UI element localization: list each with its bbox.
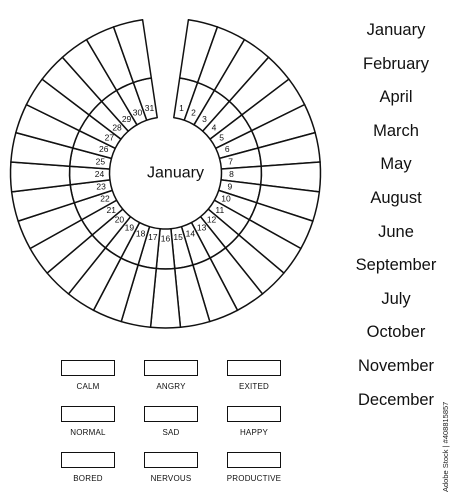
day-number: 17: [148, 232, 158, 243]
day-number: 23: [96, 181, 106, 192]
day-number: 9: [227, 181, 233, 192]
day-number: 22: [100, 193, 110, 204]
mood-color-box[interactable]: [227, 360, 281, 376]
mood-label: CALM: [76, 382, 100, 391]
mood-label: NORMAL: [70, 428, 106, 437]
month-item: April: [379, 88, 413, 107]
month-item: January: [366, 21, 426, 39]
day-number: 12: [206, 214, 217, 225]
day-number: 25: [95, 156, 106, 167]
day-number: 3: [202, 113, 207, 124]
day-number: 8: [229, 168, 234, 179]
day-number: 1: [179, 103, 184, 114]
mood-color-box[interactable]: [227, 406, 281, 422]
mood-option[interactable]: [131, 360, 211, 391]
day-number: 19: [124, 222, 135, 233]
day-number: 26: [99, 143, 109, 154]
mood-color-box[interactable]: [227, 452, 281, 468]
wheel-center-month-label: January: [147, 164, 204, 182]
day-number: 5: [219, 132, 225, 143]
mood-label: PRODUCTIVE: [226, 474, 282, 483]
mood-color-box[interactable]: [61, 360, 115, 376]
day-number: 30: [132, 107, 143, 118]
mood-option[interactable]: [48, 452, 128, 483]
day-number: 20: [114, 214, 125, 225]
month-item: August: [370, 188, 422, 207]
day-number: 15: [173, 232, 183, 243]
mood-color-box[interactable]: [144, 452, 198, 468]
mood-label: NERVOUS: [150, 474, 192, 483]
mood-option[interactable]: [214, 406, 294, 437]
mood-option[interactable]: [131, 406, 211, 437]
month-item: November: [357, 356, 435, 375]
day-number: 10: [221, 193, 231, 204]
mood-option[interactable]: [214, 360, 294, 391]
day-number: 4: [211, 122, 217, 133]
day-number: 29: [121, 113, 132, 124]
mood-label: SAD: [162, 428, 180, 437]
stock-watermark: Adobe Stock | #408815857: [441, 401, 450, 492]
month-item: October: [366, 323, 426, 342]
mood-label: HAPPY: [239, 428, 269, 437]
mood-color-box[interactable]: [61, 406, 115, 422]
mood-option[interactable]: [214, 452, 294, 483]
mood-color-box[interactable]: [61, 452, 115, 468]
month-item: June: [378, 222, 414, 241]
day-number: 21: [106, 204, 116, 215]
mood-legend: [40, 360, 320, 490]
day-number: 14: [185, 228, 196, 239]
mood-option[interactable]: [48, 360, 128, 391]
mood-option[interactable]: [48, 406, 128, 437]
day-number: 2: [191, 107, 196, 118]
day-number: 11: [215, 204, 225, 215]
day-number: 7: [228, 156, 233, 167]
month-list: [340, 14, 452, 417]
mood-color-box[interactable]: [144, 406, 198, 422]
month-item: December: [357, 390, 435, 409]
day-number: 24: [94, 168, 105, 179]
day-number: 27: [104, 132, 115, 143]
day-number: 18: [135, 228, 146, 239]
month-item: July: [381, 289, 411, 308]
mood-option[interactable]: [131, 452, 211, 483]
mood-label: ANGRY: [156, 382, 186, 391]
month-item: May: [380, 155, 412, 174]
day-number: 16: [160, 233, 171, 244]
mood-label: BORED: [73, 474, 103, 483]
month-item: February: [362, 54, 430, 73]
day-number: 28: [112, 122, 122, 133]
month-item: March: [373, 121, 419, 140]
day-number: 13: [196, 222, 207, 233]
day-number: 6: [224, 143, 230, 154]
mood-color-box[interactable]: [144, 360, 198, 376]
day-number: 31: [144, 103, 155, 114]
month-item: September: [355, 256, 437, 275]
mood-label: EXITED: [238, 382, 270, 391]
